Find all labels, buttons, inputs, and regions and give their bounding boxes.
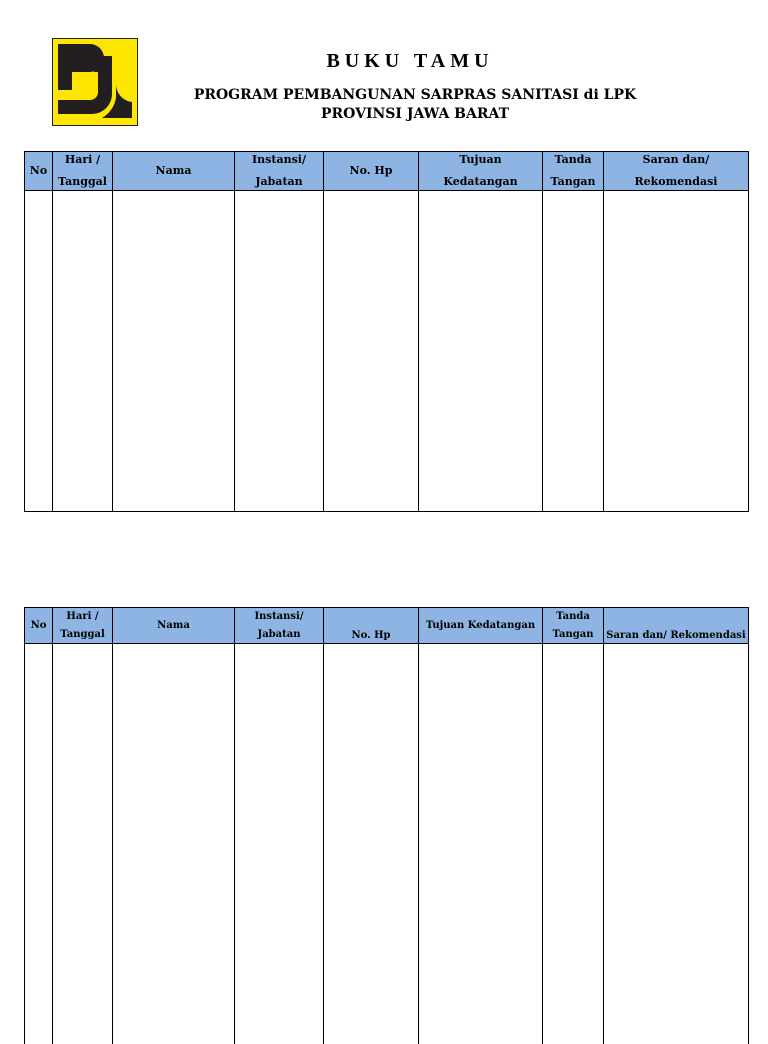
col-tanda-tangan: Tanda Tangan [543,608,604,644]
col-saran-rekomendasi: Saran dan/ Rekomendasi [604,608,749,644]
pupr-logo-icon [52,38,138,126]
cell-no-hp[interactable] [324,644,419,1044]
cell-saran-rekomendasi[interactable] [604,191,749,512]
col-no: No [25,152,53,191]
province-subtitle: PROVINSI JAWA BARAT [160,106,670,122]
guest-table-1 [24,151,749,512]
col-nama: Nama [113,608,235,644]
col-no: No [25,608,53,644]
cell-tujuan-kedatangan[interactable] [419,644,543,1044]
col-no-hp: No. Hp [324,608,419,644]
col-tanda-tangan: Tanda Tangan [543,152,604,191]
cell-instansi-jabatan[interactable] [235,191,324,512]
col-instansi-jabatan: Instansi/ Jabatan [235,608,324,644]
cell-nama[interactable] [113,644,235,1044]
cell-no-hp[interactable] [324,191,419,512]
table-header-row [25,152,749,191]
cell-tujuan-kedatangan[interactable] [419,191,543,512]
cell-instansi-jabatan[interactable] [235,644,324,1044]
cell-no[interactable] [25,644,53,1044]
program-subtitle: PROGRAM PEMBANGUNAN SARPRAS SANITASI di LPK [160,87,670,103]
col-instansi-jabatan: Instansi/ Jabatan [235,152,324,191]
table-header-row [25,608,749,644]
cell-tanda-tangan[interactable] [543,191,604,512]
guest-table-2 [24,607,749,1044]
col-tujuan-kedatangan: Tujuan Kedatangan [419,608,543,644]
cell-no[interactable] [25,191,53,512]
cell-saran-rekomendasi[interactable] [604,644,749,1044]
col-hari-tanggal: Hari / Tanggal [53,608,113,644]
col-saran-rekomendasi: Saran dan/ Rekomendasi [604,152,749,191]
page-title: BUKU TAMU [160,50,660,73]
col-tujuan-kedatangan: Tujuan Kedatangan [419,152,543,191]
table-row [25,191,749,512]
table-row [25,644,749,1044]
cell-hari-tanggal[interactable] [53,191,113,512]
col-hari-tanggal: Hari / Tanggal [53,152,113,191]
cell-tanda-tangan[interactable] [543,644,604,1044]
col-no-hp: No. Hp [324,152,419,191]
cell-hari-tanggal[interactable] [53,644,113,1044]
col-nama: Nama [113,152,235,191]
cell-nama[interactable] [113,191,235,512]
